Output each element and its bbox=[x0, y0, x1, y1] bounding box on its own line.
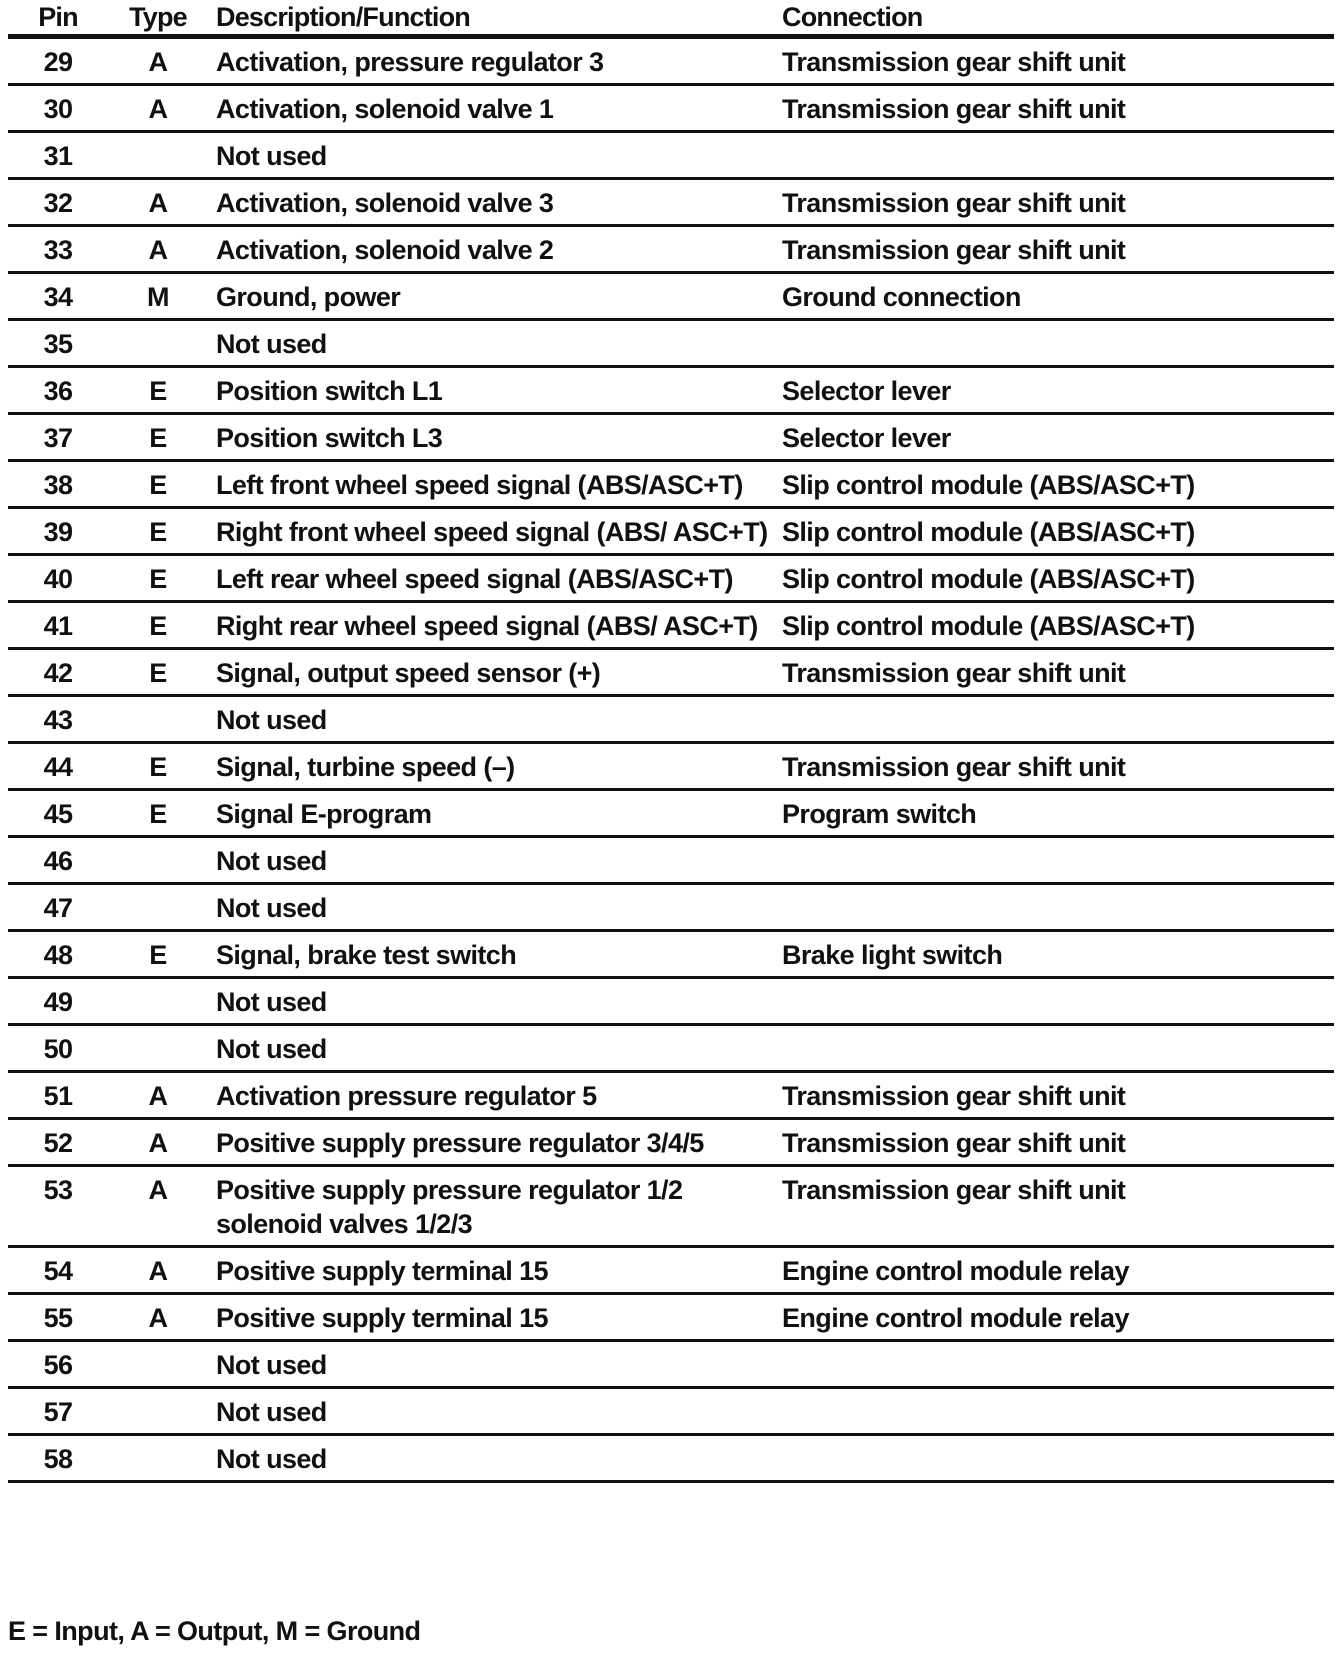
type-cell: A bbox=[148, 1128, 168, 1158]
header-description: Description/Function bbox=[216, 1, 471, 32]
connection-cell: Brake light switch bbox=[782, 940, 1003, 970]
description-cell: Not used bbox=[216, 1034, 327, 1064]
pin-cell: 32 bbox=[43, 188, 73, 218]
type-cell: A bbox=[148, 94, 168, 124]
table-row bbox=[8, 179, 1334, 226]
table-row bbox=[8, 790, 1334, 837]
table-row bbox=[8, 1247, 1334, 1294]
pin-cell: 54 bbox=[43, 1256, 73, 1286]
table-row bbox=[8, 226, 1334, 273]
pin-cell: 34 bbox=[43, 282, 73, 312]
description-cell: Position switch L1 bbox=[216, 376, 443, 406]
description-cell: Not used bbox=[216, 1397, 327, 1427]
description-cell: Positive supply terminal 15 bbox=[216, 1256, 548, 1286]
pin-cell: 29 bbox=[43, 47, 73, 77]
connection-cell: Transmission gear shift unit bbox=[782, 1175, 1126, 1205]
type-cell bbox=[108, 1025, 208, 1072]
connection-cell: Transmission gear shift unit bbox=[782, 752, 1126, 782]
connection-cell: Transmission gear shift unit bbox=[782, 1081, 1126, 1111]
pin-cell: 41 bbox=[43, 611, 73, 641]
type-cell: E bbox=[149, 564, 167, 594]
type-cell: E bbox=[149, 799, 167, 829]
connection-cell: Slip control module (ABS/ASC+T) bbox=[782, 517, 1195, 547]
type-cell bbox=[108, 1388, 208, 1435]
table-row bbox=[8, 273, 1334, 320]
description-cell: Positive supply pressure regulator 1/2 solenoid valves 1/2/3 bbox=[216, 1175, 683, 1239]
table-row bbox=[8, 508, 1334, 555]
description-cell: Activation, solenoid valve 3 bbox=[216, 188, 554, 218]
pin-cell: 37 bbox=[43, 423, 73, 453]
table-row bbox=[8, 884, 1334, 931]
table-row bbox=[8, 649, 1334, 696]
connection-cell bbox=[774, 132, 1334, 179]
table-row bbox=[8, 696, 1334, 743]
table-row bbox=[8, 320, 1334, 367]
pin-cell: 51 bbox=[43, 1081, 73, 1111]
type-cell: E bbox=[149, 423, 167, 453]
table-header bbox=[8, 0, 1334, 37]
connection-cell: Transmission gear shift unit bbox=[782, 658, 1126, 688]
table-row bbox=[8, 1294, 1334, 1341]
description-cell: Position switch L3 bbox=[216, 423, 443, 453]
description-cell: Not used bbox=[216, 141, 327, 171]
type-cell: E bbox=[149, 517, 167, 547]
pin-cell: 57 bbox=[43, 1397, 73, 1427]
description-cell: Signal, output speed sensor (+) bbox=[216, 658, 601, 688]
pin-cell: 58 bbox=[43, 1444, 73, 1474]
description-cell: Not used bbox=[216, 987, 327, 1017]
description-cell: Right rear wheel speed signal (ABS/ ASC+T) bbox=[216, 611, 758, 641]
connection-cell bbox=[774, 1435, 1334, 1482]
connection-cell: Slip control module (ABS/ASC+T) bbox=[782, 564, 1195, 594]
connection-cell: Transmission gear shift unit bbox=[782, 94, 1126, 124]
connection-cell bbox=[774, 1388, 1334, 1435]
description-cell: Not used bbox=[216, 329, 327, 359]
description-cell: Activation pressure regulator 5 bbox=[216, 1081, 597, 1111]
type-cell bbox=[108, 1435, 208, 1482]
type-cell bbox=[108, 320, 208, 367]
table-row bbox=[8, 367, 1334, 414]
description-cell: Positive supply terminal 15 bbox=[216, 1303, 548, 1333]
table-row bbox=[8, 743, 1334, 790]
header-connection: Connection bbox=[782, 1, 923, 32]
connection-cell: Slip control module (ABS/ASC+T) bbox=[782, 611, 1195, 641]
connection-cell bbox=[774, 696, 1334, 743]
table-row bbox=[8, 555, 1334, 602]
type-cell: A bbox=[148, 1256, 168, 1286]
table-row bbox=[8, 837, 1334, 884]
description-cell: Left rear wheel speed signal (ABS/ASC+T) bbox=[216, 564, 733, 594]
description-cell: Right front wheel speed signal (ABS/ ASC+T) bbox=[216, 517, 768, 547]
connection-cell bbox=[774, 1341, 1334, 1388]
type-cell: A bbox=[148, 188, 168, 218]
description-cell: Activation, pressure regulator 3 bbox=[216, 47, 604, 77]
header-pin: Pin bbox=[38, 1, 78, 32]
type-cell bbox=[108, 837, 208, 884]
type-cell: E bbox=[149, 940, 167, 970]
table-row bbox=[8, 132, 1334, 179]
connection-cell: Ground connection bbox=[782, 282, 1021, 312]
pin-cell: 56 bbox=[43, 1350, 73, 1380]
pin-cell: 45 bbox=[43, 799, 73, 829]
connection-cell: Slip control module (ABS/ASC+T) bbox=[782, 470, 1195, 500]
table-row bbox=[8, 602, 1334, 649]
connection-cell bbox=[774, 1025, 1334, 1072]
type-cell: A bbox=[148, 1303, 168, 1333]
table-row bbox=[8, 1388, 1334, 1435]
description-cell: Left front wheel speed signal (ABS/ASC+T) bbox=[216, 470, 743, 500]
type-legend: E = Input, A = Output, M = Ground bbox=[8, 1616, 421, 1646]
pin-cell: 43 bbox=[43, 705, 73, 735]
type-cell: E bbox=[149, 376, 167, 406]
type-cell: A bbox=[148, 47, 168, 77]
pin-cell: 49 bbox=[43, 987, 73, 1017]
connection-cell bbox=[774, 884, 1334, 931]
connection-cell bbox=[774, 978, 1334, 1025]
type-cell: A bbox=[148, 1175, 168, 1205]
description-cell: Not used bbox=[216, 893, 327, 923]
pin-cell: 53 bbox=[43, 1175, 73, 1205]
connection-cell: Engine control module relay bbox=[782, 1303, 1129, 1333]
type-cell bbox=[108, 978, 208, 1025]
table-row bbox=[8, 414, 1334, 461]
type-cell bbox=[108, 132, 208, 179]
description-cell: Not used bbox=[216, 1444, 327, 1474]
description-cell: Not used bbox=[216, 1350, 327, 1380]
pin-cell: 31 bbox=[43, 141, 73, 171]
connection-cell bbox=[774, 837, 1334, 884]
connection-cell: Program switch bbox=[782, 799, 977, 829]
connection-cell: Transmission gear shift unit bbox=[782, 1128, 1126, 1158]
type-cell bbox=[108, 1341, 208, 1388]
table-row bbox=[8, 1072, 1334, 1119]
table-row bbox=[8, 978, 1334, 1025]
pin-cell: 35 bbox=[43, 329, 73, 359]
description-cell: Ground, power bbox=[216, 282, 401, 312]
pin-cell: 30 bbox=[43, 94, 73, 124]
pin-cell: 44 bbox=[43, 752, 73, 782]
type-cell: E bbox=[149, 611, 167, 641]
description-cell: Positive supply pressure regulator 3/4/5 bbox=[216, 1128, 704, 1158]
table-body bbox=[8, 37, 1334, 1482]
table-row bbox=[8, 1341, 1334, 1388]
type-cell: A bbox=[148, 235, 168, 265]
type-cell bbox=[108, 884, 208, 931]
description-cell: Activation, solenoid valve 1 bbox=[216, 94, 554, 124]
pin-cell: 52 bbox=[43, 1128, 73, 1158]
type-cell: A bbox=[148, 1081, 168, 1111]
table-row bbox=[8, 461, 1334, 508]
pin-cell: 38 bbox=[43, 470, 73, 500]
table-row bbox=[8, 37, 1334, 85]
pin-cell: 50 bbox=[43, 1034, 73, 1064]
connection-cell: Selector lever bbox=[782, 376, 951, 406]
pin-cell: 42 bbox=[43, 658, 73, 688]
table-row bbox=[8, 931, 1334, 978]
connection-cell: Transmission gear shift unit bbox=[782, 47, 1126, 77]
type-cell: E bbox=[149, 752, 167, 782]
pin-cell: 55 bbox=[43, 1303, 73, 1333]
connection-cell: Selector lever bbox=[782, 423, 951, 453]
pin-cell: 48 bbox=[43, 940, 73, 970]
pin-table bbox=[8, 0, 1334, 1483]
description-cell: Signal, brake test switch bbox=[216, 940, 517, 970]
type-cell bbox=[108, 696, 208, 743]
description-cell: Signal E-program bbox=[216, 799, 432, 829]
pin-cell: 40 bbox=[43, 564, 73, 594]
description-cell: Signal, turbine speed (–) bbox=[216, 752, 515, 782]
pin-cell: 47 bbox=[43, 893, 73, 923]
pin-cell: 46 bbox=[43, 846, 73, 876]
pin-cell: 33 bbox=[43, 235, 73, 265]
description-cell: Not used bbox=[216, 705, 327, 735]
pin-cell: 36 bbox=[43, 376, 73, 406]
table-row bbox=[8, 1119, 1334, 1166]
type-cell: M bbox=[147, 282, 169, 312]
pin-assignment-sheet bbox=[8, 0, 1334, 1646]
connection-cell: Transmission gear shift unit bbox=[782, 188, 1126, 218]
type-cell: E bbox=[149, 658, 167, 688]
table-row bbox=[8, 1166, 1334, 1247]
table-row bbox=[8, 1025, 1334, 1072]
description-cell: Activation, solenoid valve 2 bbox=[216, 235, 554, 265]
connection-cell: Engine control module relay bbox=[782, 1256, 1129, 1286]
connection-cell: Transmission gear shift unit bbox=[782, 235, 1126, 265]
pin-cell: 39 bbox=[43, 517, 73, 547]
table-row bbox=[8, 1435, 1334, 1482]
connection-cell bbox=[774, 320, 1334, 367]
description-cell: Not used bbox=[216, 846, 327, 876]
type-cell: E bbox=[149, 470, 167, 500]
header-type: Type bbox=[129, 1, 187, 32]
table-row bbox=[8, 85, 1334, 132]
header-row bbox=[8, 0, 1334, 37]
